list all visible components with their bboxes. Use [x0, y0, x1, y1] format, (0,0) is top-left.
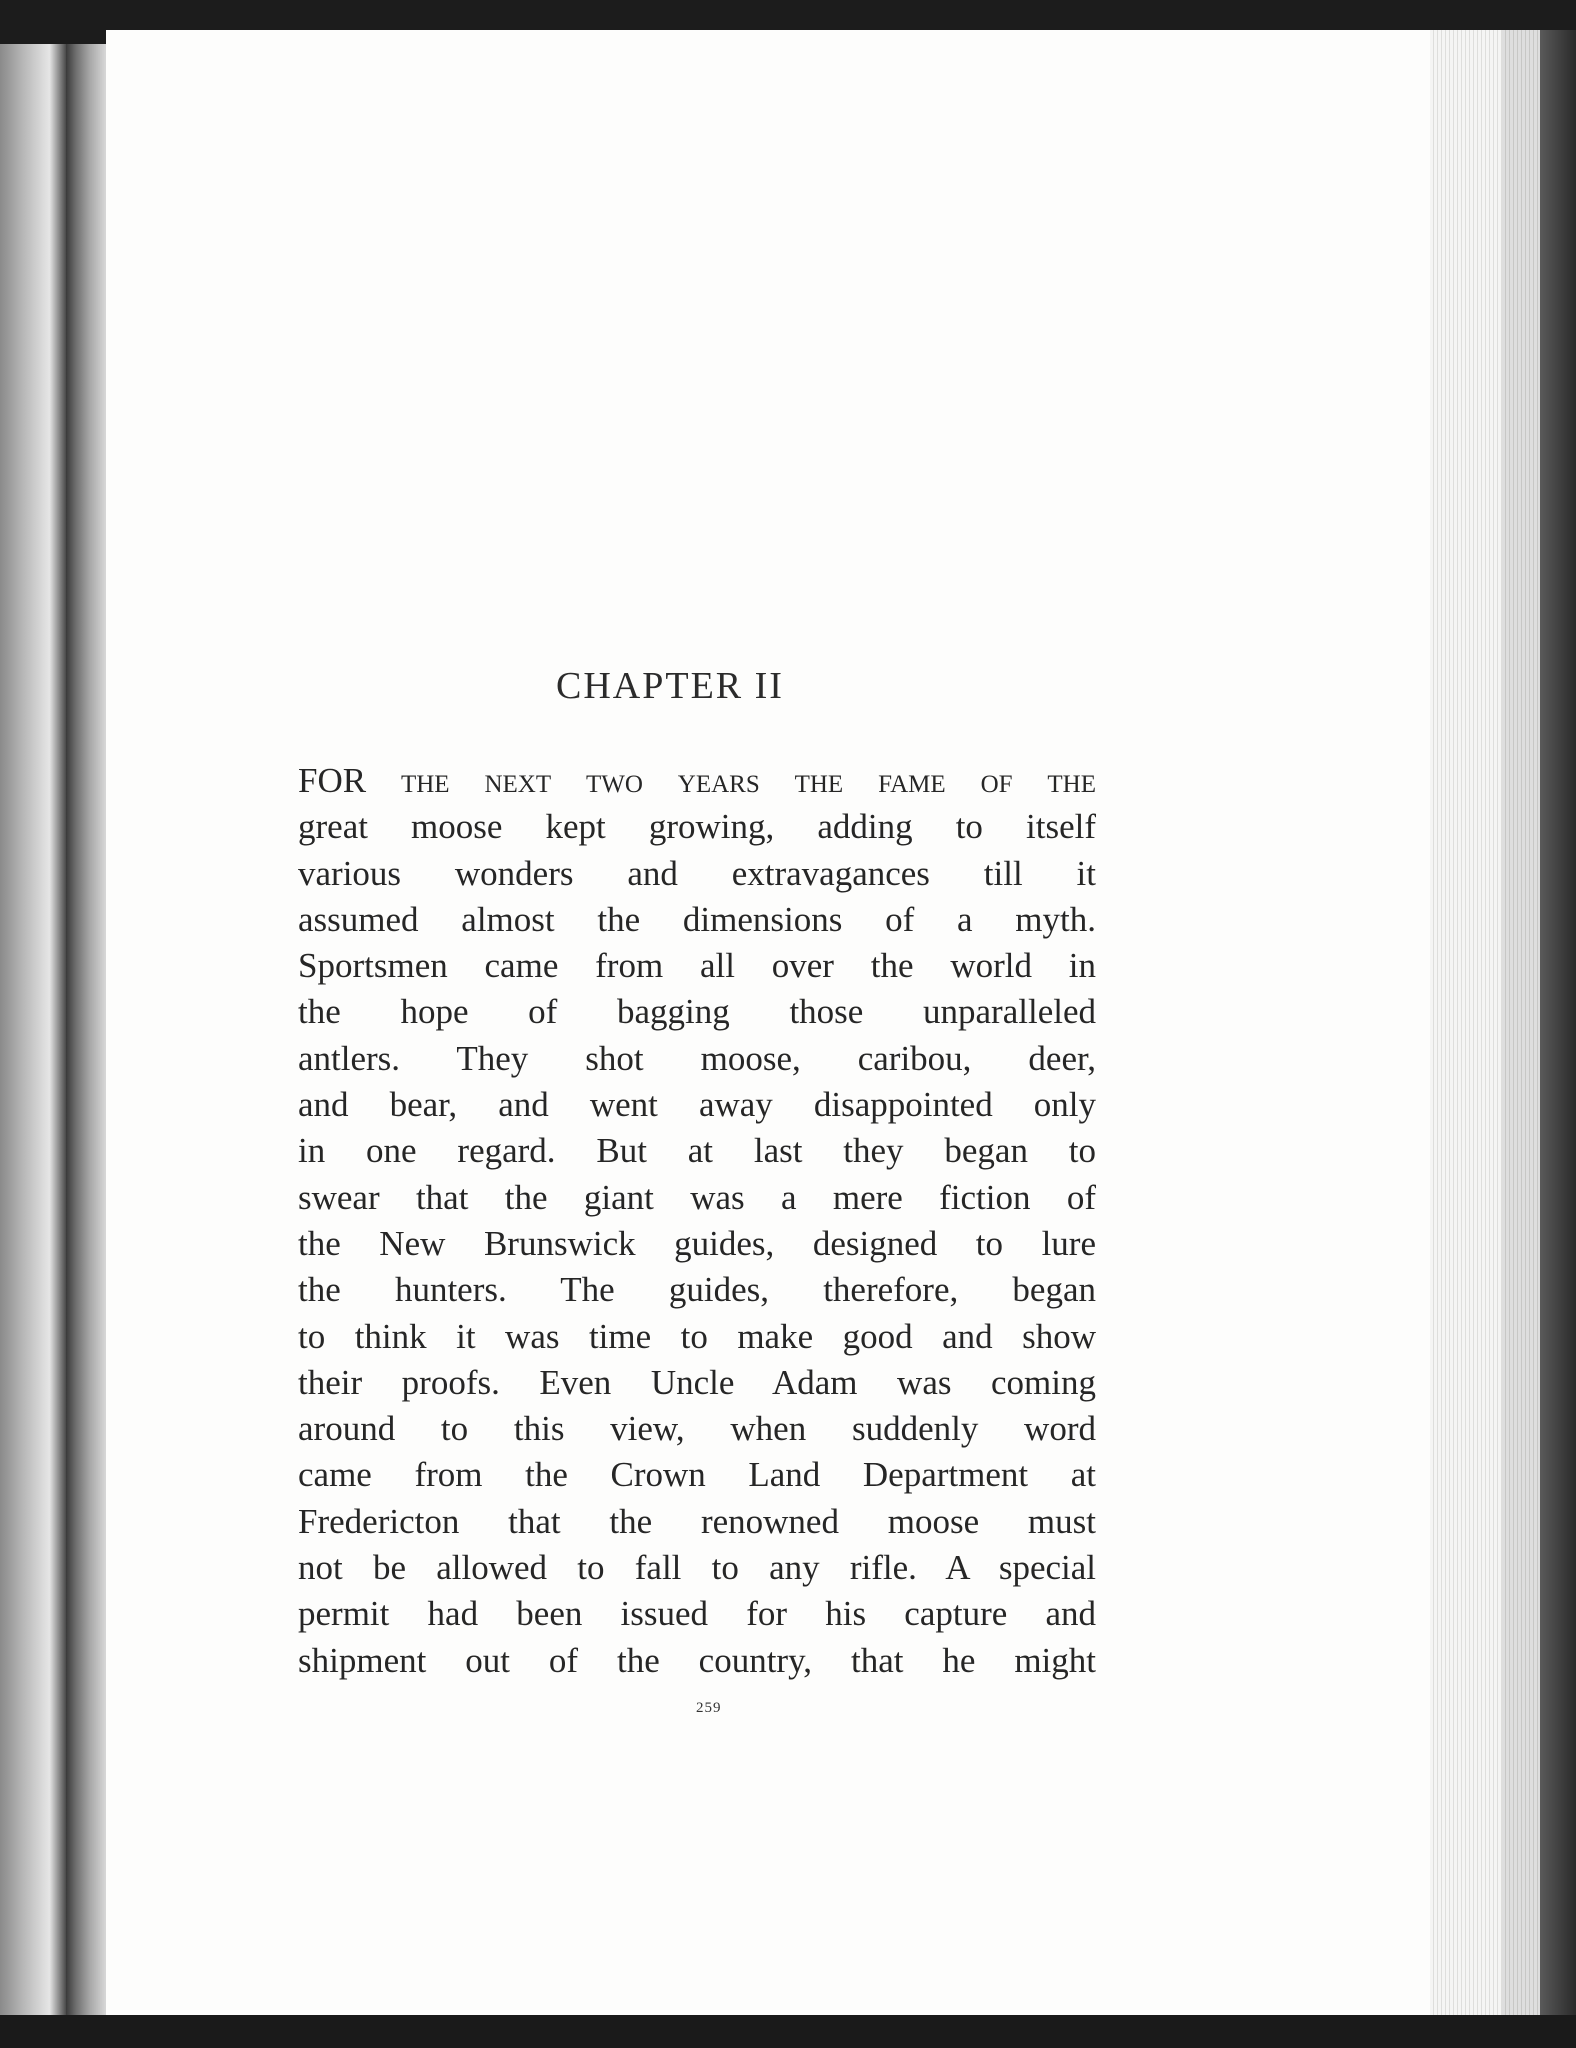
- body-text: [298, 758, 1096, 1684]
- page-number: 259: [696, 1700, 722, 1716]
- text-line: swear that the giant was a mere fiction of: [298, 1177, 1096, 1217]
- text-line: not be allowed to fall to any rifle. A special: [298, 1548, 1096, 1588]
- text-line: Fredericton that the renowned moose must: [298, 1501, 1096, 1541]
- book-cover-edge: [1540, 30, 1576, 2030]
- text-line: and bear, and went away disappointed only: [298, 1085, 1096, 1125]
- text-line: around to this view, when suddenly word: [298, 1409, 1096, 1449]
- gutter-shadow: [66, 44, 106, 2024]
- left-page-edge: [0, 44, 66, 2024]
- text-line: in one regard. But at last they began to: [298, 1131, 1096, 1171]
- page-stack-edge: [1430, 30, 1540, 2015]
- text-line: antlers. They shot moose, caribou, deer,: [298, 1038, 1096, 1078]
- text-line: great moose kept growing, adding to itself: [298, 807, 1096, 847]
- text-line: the hunters. The guides, therefore, began: [298, 1270, 1096, 1310]
- text-line: permit had been issued for his capture and: [298, 1594, 1096, 1634]
- text-line: to think it was time to make good and show: [298, 1316, 1096, 1356]
- scan-background: [0, 2015, 1576, 2048]
- chapter-title: CHAPTER II: [556, 665, 784, 707]
- text-line: assumed almost the dimensions of a myth.: [298, 899, 1096, 939]
- text-line: came from the Crown Land Department at: [298, 1455, 1096, 1495]
- text-line: FOR the next two years the fame of the: [298, 761, 1096, 800]
- text-line: shipment out of the country, that he might: [298, 1640, 1096, 1680]
- text-line: Sportsmen came from all over the world in: [298, 946, 1096, 986]
- text-line: the New Brunswick guides, designed to lure: [298, 1223, 1096, 1263]
- text-line: their proofs. Even Uncle Adam was coming: [298, 1362, 1096, 1402]
- text-line: various wonders and extravagances till it: [298, 853, 1096, 893]
- text-line: the hope of bagging those unparalleled: [298, 992, 1096, 1032]
